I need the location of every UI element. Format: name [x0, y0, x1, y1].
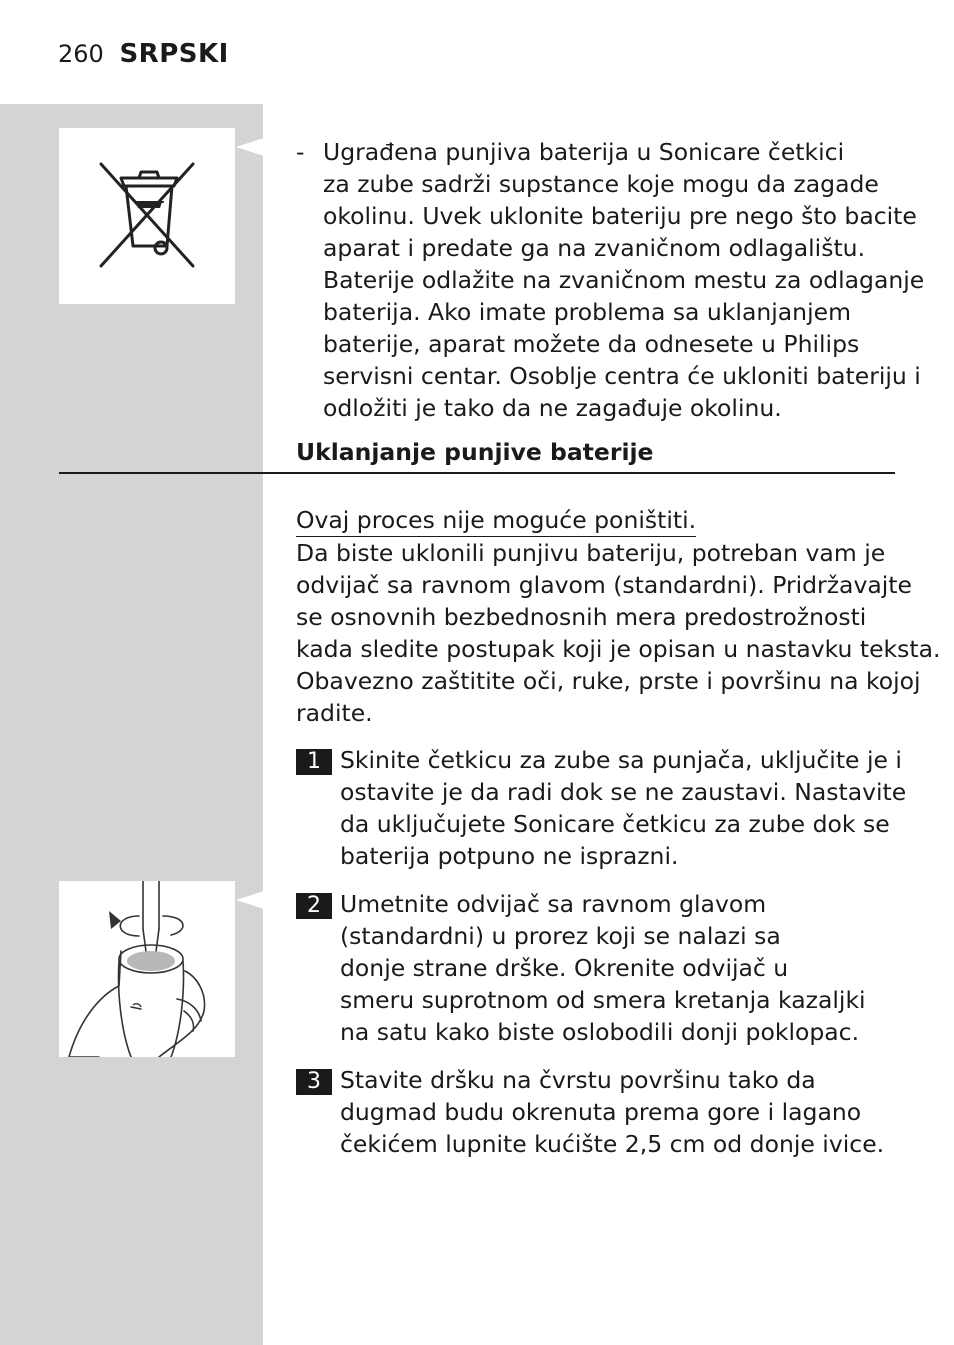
text-line: Baterije odlažite na zvaničnom mestu za odlaganje	[323, 266, 925, 294]
section-heading: Uklanjanje punjive baterije	[296, 438, 654, 466]
text-line: Da biste uklonili punjivu bateriju, potreban vam je	[296, 539, 886, 567]
text-line: Umetnite odvijač sa ravnom glavom	[340, 890, 767, 918]
text-line: za zube sadrži supstance koje mogu da zagade	[323, 170, 879, 198]
disposal-image	[59, 128, 235, 304]
text-line: ostavite je da radi dok se ne zaustavi. Nastavite	[340, 778, 907, 806]
text-line: se osnovnih bezbednosnih mera predostrožnosti	[296, 603, 867, 631]
text-line: Obavezno zaštitite oči, ruke, prste i površinu na kojoj	[296, 667, 921, 695]
step-number-badge: 3	[296, 1069, 332, 1095]
text-line: baterija. Ako imate problema sa uklanjanjem	[323, 298, 851, 326]
step-2	[296, 888, 866, 1048]
toothbrush-screwdriver-illustration	[59, 881, 235, 1057]
crossed-out-wheelie-bin-icon	[59, 128, 235, 304]
text-line: Stavite dršku na čvrstu površinu tako da	[340, 1066, 816, 1094]
text-line: na satu kako biste oslobodili donji poklopac.	[340, 1018, 860, 1046]
step-1	[296, 744, 906, 872]
step-text	[340, 888, 866, 1048]
warning-text: Ovaj proces nije moguće poništiti.	[296, 505, 696, 537]
removal-intro	[296, 504, 941, 729]
text-line: da uključujete Sonicare četkicu za zube dok se	[340, 810, 890, 838]
text-line: dugmad budu okrenuta prema gore i lagano	[340, 1098, 862, 1126]
text-line: kada sledite postupak koji je opisan u nastavku teksta.	[296, 635, 941, 663]
battery-notice-text	[323, 136, 924, 424]
page-number: 260	[58, 40, 104, 68]
step-3	[296, 1064, 884, 1160]
text-line: servisni centar. Osoblje centra će ukloniti bateriju i	[323, 362, 921, 390]
step-number-badge: 1	[296, 749, 332, 775]
image-pointer	[236, 138, 264, 156]
text-line: baterije, aparat možete da odnesete u Philips	[323, 330, 860, 358]
step-text	[340, 1064, 884, 1160]
page-header	[58, 36, 229, 72]
battery-notice	[296, 136, 924, 424]
text-line: okolinu. Uvek uklonite bateriju pre nego što bacite	[323, 202, 917, 230]
step-text	[340, 744, 906, 872]
text-line: (standardni) u prorez koji se nalazi sa	[340, 922, 781, 950]
text-line: odvijač sa ravnom glavom (standardni). Pridržavajte	[296, 571, 912, 599]
text-line: odložiti je tako da ne zagađuje okolinu.	[323, 394, 782, 422]
text-line: Skinite četkicu za zube sa punjača, uključite je i	[340, 746, 902, 774]
section-title: SRPSKI	[119, 39, 229, 69]
bullet-dash: -	[296, 138, 305, 166]
toothbrush-image	[59, 881, 235, 1057]
text-line: donje strane drške. Okrenite odvijač u	[340, 954, 789, 982]
text-line: baterija potpuno ne isprazni.	[340, 842, 679, 870]
heading-rule	[59, 472, 895, 474]
text-line: aparat i predate ga na zvaničnom odlagalištu.	[323, 234, 866, 262]
text-line: smeru suprotnom od smera kretanja kazaljki	[340, 986, 866, 1014]
step-number-badge: 2	[296, 893, 332, 919]
text-line: čekićem lupnite kućište 2,5 cm od donje ivice.	[340, 1130, 885, 1158]
text-line: Ugrađena punjiva baterija u Sonicare četkici	[323, 138, 845, 166]
image-pointer	[236, 891, 264, 909]
text-line: radite.	[296, 699, 373, 727]
